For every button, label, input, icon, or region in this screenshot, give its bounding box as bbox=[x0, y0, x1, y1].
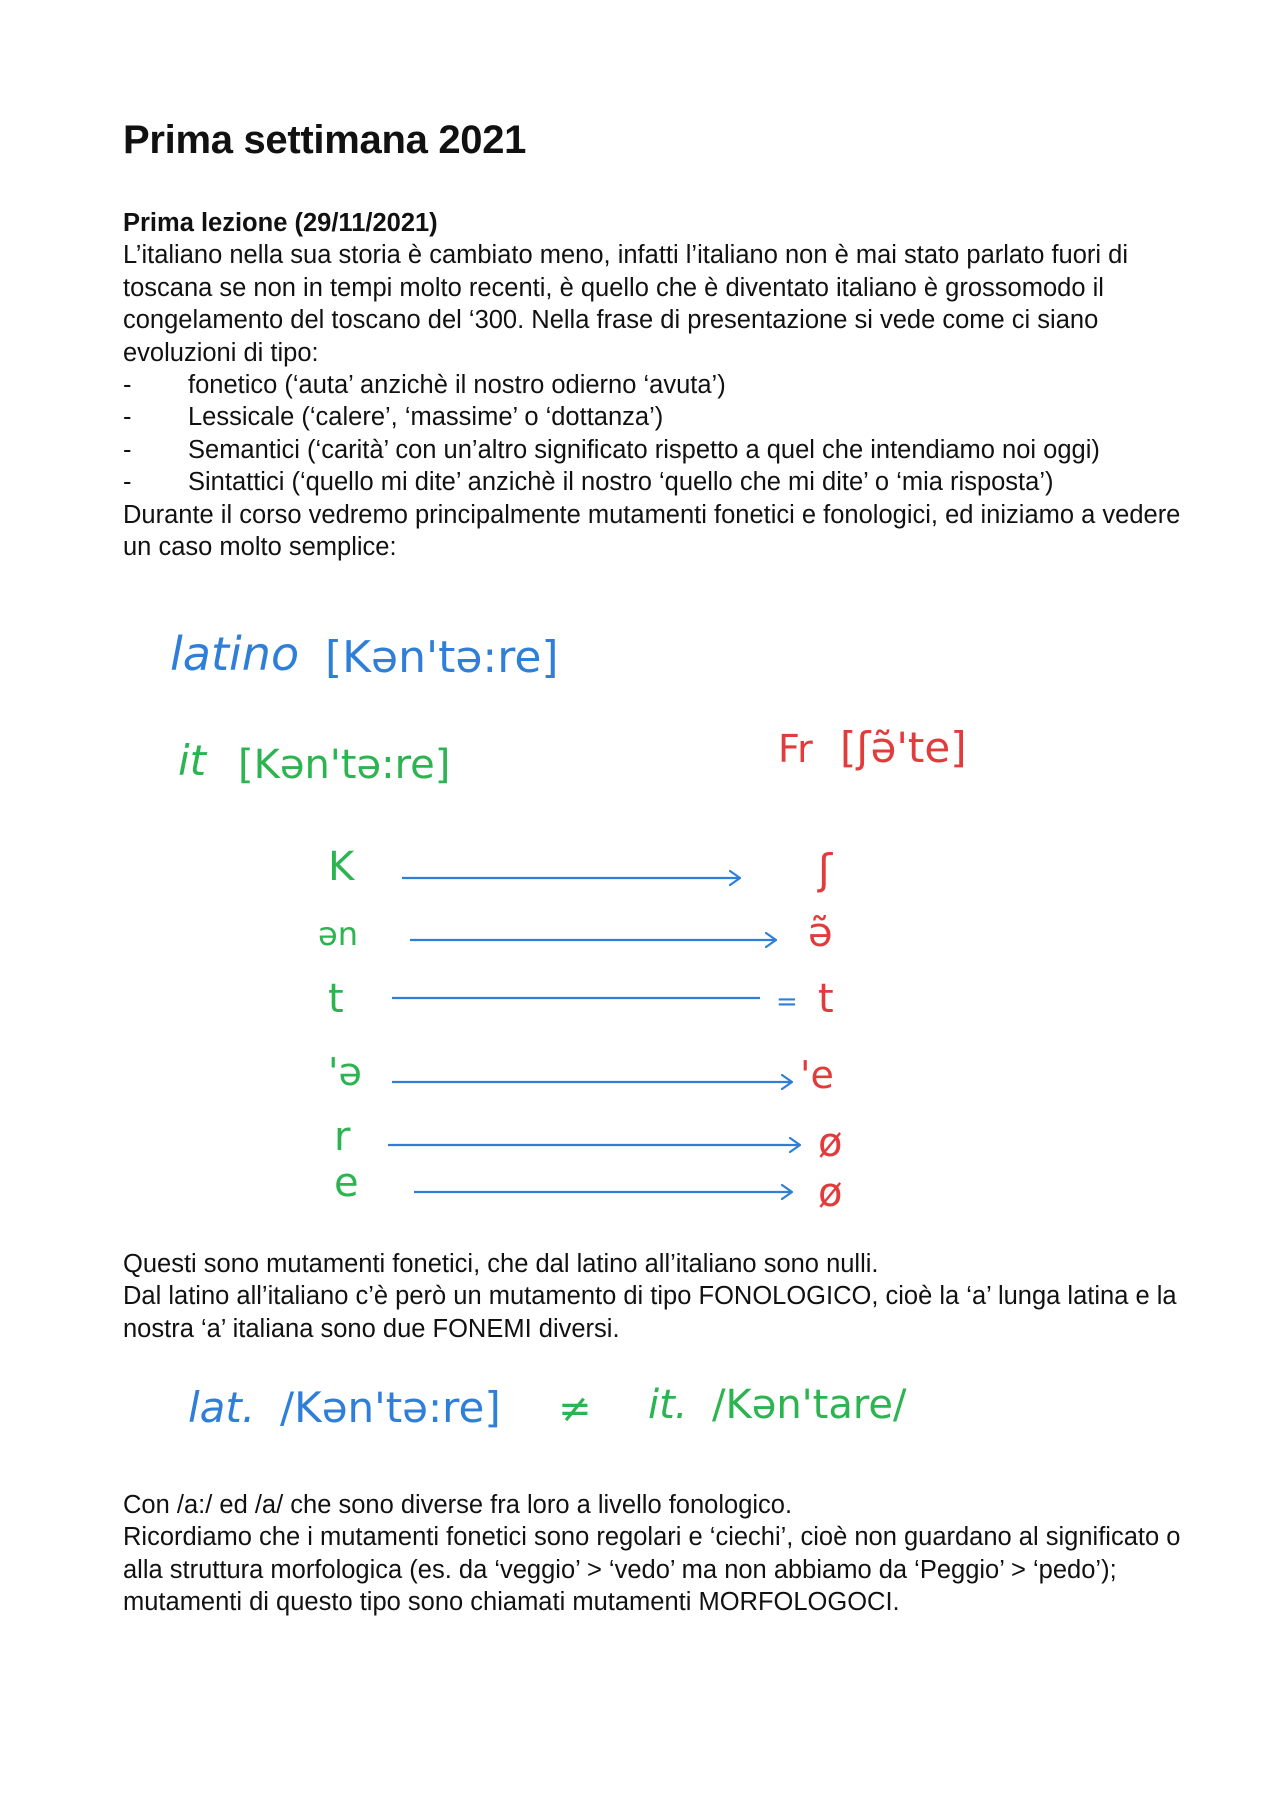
bullet-text: fonetico (‘auta’ anzichè il nostro odierno ‘avuta’) bbox=[188, 371, 726, 400]
row-source-sound: K bbox=[328, 844, 355, 890]
row-source-sound: e bbox=[334, 1160, 359, 1206]
row-target-sound: 'e bbox=[800, 1053, 834, 1097]
after-bullets-paragraph: Durante il corso vedremo principalmente mutamenti fonetici e fonologici, ed iniziamo a vedere un caso molto semplice: bbox=[123, 500, 1181, 562]
row-target-sound: ø bbox=[818, 1120, 843, 1166]
paragraph-line: Ricordiamo che i mutamenti fonetici sono regolari e ‘ciechi’, cioè non guardano al significato o alla struttura morfologica (es. da ‘veggio’ > ‘vedo’ ma non abbiamo da ‘Peggio’ > ‘pedo’); mutamenti di questo tipo sono chiamati mutamenti MORFOLOGOCI. bbox=[123, 1523, 1181, 1617]
intro-paragraph: L’italiano nella sua storia è cambiato meno, infatti l’italiano non è mai stato parlato fuori di toscana se non in tempi molto recenti, è quello che è diventato italiano è grossomodo il congelamento del toscano del ‘300. Nella frase di presentazione si vede come ci siano evoluzioni di tipo: bbox=[123, 241, 1128, 367]
lesson-section bbox=[123, 207, 1183, 563]
paragraph-line: Questi sono mutamenti fonetici, che dal latino all’italiano sono nulli. bbox=[123, 1250, 879, 1278]
equals-mark: = bbox=[776, 987, 798, 1017]
bullet-dash: - bbox=[123, 435, 132, 464]
page-title: Prima settimana 2021 bbox=[123, 118, 527, 162]
latin-label: lat. bbox=[188, 1383, 256, 1432]
phonetic-change-diagram bbox=[0, 600, 1280, 1240]
latin-form: [Kən'tə:re] bbox=[325, 632, 559, 683]
row-target-sound: t bbox=[818, 976, 834, 1022]
latin-form: /Kən'tə:re] bbox=[280, 1383, 501, 1432]
row-target-sound: ʃ bbox=[818, 845, 833, 894]
bullet-dash: - bbox=[123, 468, 132, 497]
bullet-item bbox=[123, 466, 1183, 498]
bullet-dash: - bbox=[123, 403, 132, 432]
bullet-item bbox=[123, 401, 1183, 433]
phonology-paragraph bbox=[123, 1248, 1183, 1345]
closing-paragraph bbox=[123, 1489, 1183, 1619]
lesson-title: Prima lezione (29/11/2021) bbox=[123, 209, 438, 237]
row-source-sound: t bbox=[328, 976, 344, 1022]
bullet-text: Lessicale (‘calere’, ‘massime’ o ‘dottanza’) bbox=[188, 403, 664, 432]
row-target-sound: ə̃ bbox=[808, 910, 833, 956]
paragraph-line: Con /a:/ ed /a/ che sono diverse fra loro a livello fonologico. bbox=[123, 1491, 793, 1519]
row-source-sound: 'ə bbox=[328, 1050, 362, 1094]
bullet-item bbox=[123, 369, 1183, 401]
phoneme-comparison-diagram bbox=[0, 1360, 1280, 1470]
row-target-sound: ø bbox=[818, 1170, 843, 1216]
italian-label: it. bbox=[648, 1382, 688, 1428]
bullet-text: Semantici (‘carità’ con un’altro significato rispetto a quel che intendiamo noi oggi) bbox=[188, 435, 1100, 464]
bullet-text: Sintattici (‘quello mi dite’ anzichè il nostro ‘quello che mi dite’ o ‘mia risposta’) bbox=[188, 468, 1054, 497]
bullet-dash: - bbox=[123, 371, 132, 400]
row-source-sound: r bbox=[334, 1114, 351, 1160]
row-source-sound: ən bbox=[318, 915, 358, 953]
not-equal-sign: ≠ bbox=[558, 1386, 592, 1432]
french-label: Fr bbox=[778, 727, 813, 771]
french-form: [ʃə̃'te] bbox=[840, 723, 967, 772]
paragraph-line: Dal latino all’italiano c’è però un mutamento di tipo FONOLOGICO, cioè la ‘a’ lunga latina e la nostra ‘a’ italiana sono due FONEMI diversi. bbox=[123, 1282, 1177, 1343]
italian-label: it bbox=[178, 736, 207, 785]
bullet-item bbox=[123, 434, 1183, 466]
latin-label: latino bbox=[170, 627, 300, 681]
italian-form: [Kən'tə:re] bbox=[238, 742, 451, 788]
italian-form: /Kən'tare/ bbox=[712, 1382, 907, 1428]
